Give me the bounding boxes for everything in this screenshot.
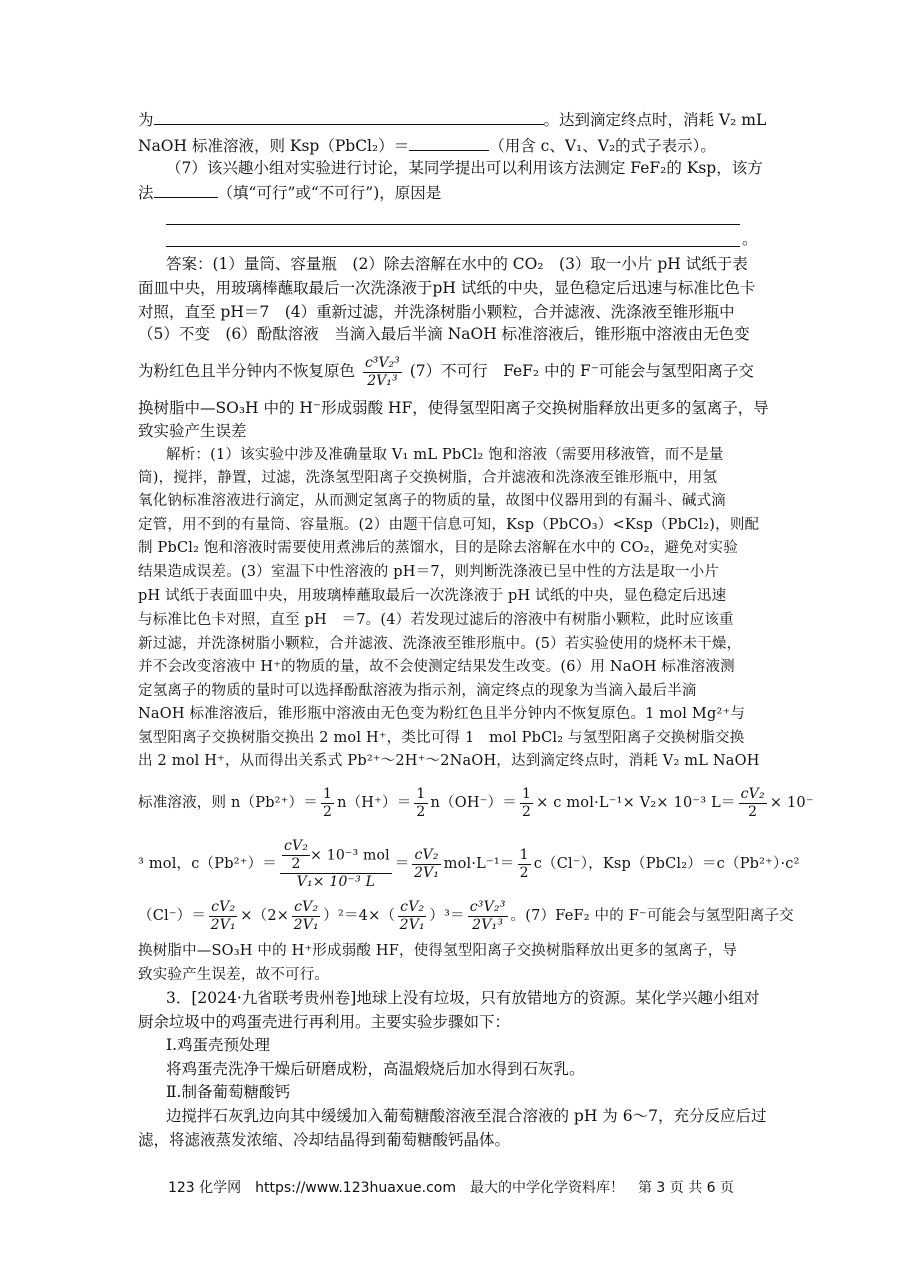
analysis-line: 出 2 mol H⁺，从而得出关系式 Pb²⁺～2H⁺～2NaOH，达到滴定终点时，消耗 V₂ mL NaOH [138,753,760,769]
denominator: 2 [322,803,333,820]
analysis-line: 定管，用不到的有量筒、容量瓶。(2）由题干信息可知，Ksp（PbCO₃）<Ksp（PbCl₂)，则配 [138,517,760,533]
text: 。(7）FeF₂ 中的 F⁻可能会与氢型阳离子交 [510,908,794,924]
answer-line: 换树脂中—SO₃H 中的 H⁻形成弱酸 HF，使得氢型阳离子交换树脂释放出更多的氢离子，导 [138,399,769,417]
fraction [321,786,334,821]
text: c（Cl⁻），Ksp（PbCl₂）＝c（Pb²⁺）·c² [533,856,800,872]
fraction [209,899,237,934]
denominator: 2V₁ [413,864,440,881]
question-line: 滤，将滤液蒸发浓缩、冷却结晶得到葡萄糖酸钙晶体。 [138,1131,511,1149]
fraction [468,899,508,934]
answer-rule [166,224,740,225]
text: 为粉红色且半分钟内不恢复原色 [138,362,356,380]
text: ）³＝ [429,908,465,924]
analysis-line [138,828,800,900]
analysis-line: 并不会改变溶液中 H⁺的物质的量，故不会使测定结果发生改变。(6）用 NaOH 标准溶液测 [138,659,735,675]
text: （用含 c、V₁、V₂的式子表示）。 [489,137,716,155]
text: n（OH⁻）＝ [430,795,517,811]
answer-rule [166,246,740,247]
denominator: 2 [291,855,301,872]
answer-line: 致实验产生误差 [138,422,247,440]
denominator: 2 [416,803,426,820]
text: mol·L⁻¹＝ [443,856,515,872]
numerator: cV₂ [414,846,439,863]
fraction [292,899,320,934]
page-footer: 123 化学网 https://www.123huaxue.com 最大的中学化学资料库！ 第 3 页 共 6 页 [167,1180,735,1196]
fraction [280,838,392,891]
answer-blank [154,108,544,125]
rule-end: 。 [742,230,758,248]
denominator: 2 [521,803,532,820]
question-line: （7）该兴趣小组对实验进行讨论，某同学提出可以利用该方法测定 FeF₂的 Ksp，该方 [166,159,763,177]
analysis-line [138,896,794,936]
analysis-line: 与标准比色卡对照，直至 pH ＝7。(4）若发现过滤后的溶液中有树脂小颗粒，此时应该重 [138,612,734,628]
analysis-line: 制 PbCl₂ 饱和溶液时需要使用煮沸后的蒸馏水，目的是除去溶解在水中的 CO₂，避免对实验 [138,540,738,556]
answer-line: （5）不变 (6）酚酞溶液 当滴入最后半滴 NaOH 标准溶液后，锥形瓶中溶液由无色变 [138,325,750,343]
numerator: cV₂ [740,785,765,802]
fraction [739,786,767,821]
numerator: c³V₂³ [469,898,506,915]
numerator: cV₂ [400,898,425,915]
text: (7）不可行 FeF₂ 中的 F⁻可能会与氢型阳离子交 [409,362,754,380]
numerator: 1 [322,785,333,802]
analysis-line [138,785,814,821]
fraction [282,838,310,873]
question-line [138,181,441,204]
numerator: cV₂ [294,898,319,915]
text: × 10⁻ [769,795,814,811]
question-line: 3．[2024·九省联考贵州卷]地球上没有垃圾，只有放错地方的资源。某化学兴趣小组对 [166,989,760,1007]
text: n（H⁺）＝ [337,795,412,811]
question-line: 将鸡蛋壳洗净干燥后研磨成粉，高温煅烧后加水得到石灰乳。 [166,1060,585,1078]
question-line [138,134,716,157]
answer-blank [409,134,489,151]
answer-line: 对照，直至 pH＝7 (4）重新过滤，并洗涤树脂小颗粒，合并滤液、洗涤液至锥形瓶中 [138,303,735,321]
answer-line [138,354,754,390]
text: ）²＝4×（ [323,908,396,924]
numerator: cV₂ [211,898,236,915]
text: ³ mol，c（Pb²⁺）＝ [138,856,277,872]
denominator: 2V₁³ [367,372,398,389]
fraction [414,786,427,821]
numerator: 1 [416,785,426,802]
numerator [280,838,392,874]
analysis-line: 新过滤，并洗涤树脂小颗粒，合并滤液、洗涤液至锥形瓶中。(5）若实验使用的烧杯未干燥， [138,636,742,652]
section-heading: Ⅰ.鸡蛋壳预处理 [166,1036,271,1054]
fraction [363,355,402,390]
answer-line: 面皿中央，用玻璃棒蘸取最后一次洗涤液于pH 试纸的中央，显色稳定后迅速与标准比色卡 [138,279,756,297]
text: 为 [138,111,154,129]
numerator: cV₂ [283,837,309,854]
text: （填“可行”或“不可行”)，原因是 [217,184,442,202]
denominator: 2V₁ [293,916,319,933]
text: 法 [138,184,154,202]
analysis-line: 氢型阳离子交换树脂交换出 2 mol H⁺，类比可得 1 mol PbCl₂ 与氢型阳离子交换树脂交换 [138,730,745,746]
denominator: V₁× 10⁻³ L [296,873,376,890]
text: 。达到滴定终点时，消耗 V₂ mL [543,111,767,129]
analysis-line: NaOH 标准溶液后，锥形瓶中溶液由无色变为粉红色且半分钟内不恢复原色。1 mol Mg²⁺与 [138,706,746,722]
answer-line: 答案：(1）量筒、容量瓶 (2）除去溶解在水中的 CO₂ (3）取一小片 pH 试纸于表 [166,255,748,273]
text: × c mol·L⁻¹× V₂× 10⁻³ L＝ [536,795,736,811]
question-line: 边搅拌石灰乳边向其中缓缓加入葡萄糖酸溶液至混合溶液的 pH 为 6～7，充分反应后过 [166,1107,767,1125]
answer-blank [154,181,218,198]
fraction [520,786,533,821]
question-line [138,108,766,131]
analysis-line: 筒)，搅拌，静置，过滤，洗涤氢型阳离子交换树脂，合并滤液和洗涤液至锥形瓶中，用氢 [138,470,718,486]
denominator: 2 [519,864,529,881]
text: ×（2× [240,908,290,924]
denominator: 2V₁ [399,916,425,933]
analysis-line: 致实验产生误差，故不可行。 [138,967,330,983]
text: × 10⁻³ mol [310,847,390,863]
analysis-line: 解析：(1）该实验中涉及准确量取 V₁ mL PbCl₂ 饱和溶液（需要用移液管，而不是量 [166,447,724,463]
analysis-line: pH 试纸于表面皿中央，用玻璃棒蘸取最后一次洗涤液于 pH 试纸的中央，显色稳定后迅速 [138,588,727,604]
numerator: 1 [521,785,532,802]
denominator: 2 [748,803,758,820]
section-heading: Ⅱ.制备葡萄糖酸钙 [166,1083,290,1101]
analysis-line: 氧化钠标准溶液进行滴定，从而测定氢离子的物质的量，故图中仪器用到的有漏斗、碱式滴 [138,493,726,509]
text: （Cl⁻）＝ [138,908,207,924]
analysis-line: 换树脂中—SO₃H 中的 H⁺形成弱酸 HF，使得氢型阳离子交换树脂释放出更多的氢离子，导 [138,943,738,959]
denominator: 2V₁³ [472,916,504,933]
fraction [412,847,440,882]
numerator: c³V₂³ [364,354,400,371]
text: NaOH 标准溶液，则 Ksp（PbCl₂）＝ [138,137,410,155]
analysis-line: 结果造成误差。(3）室温下中性溶液的 pH＝7，则判断洗涤液已呈中性的方法是取一小片 [138,564,720,580]
numerator: 1 [519,846,529,863]
text: ＝ [394,856,410,872]
text: 标准溶液，则 n（Pb²⁺）＝ [138,795,318,811]
denominator: 2V₁ [210,916,236,933]
analysis-line: 定氢离子的物质的量时可以选择酚酞溶液为指示剂，滴定终点的现象为当滴入最后半滴 [138,683,697,699]
question-line: 厨余垃圾中的鸡蛋壳进行再利用。主要实验步骤如下： [138,1013,511,1031]
fraction [398,899,426,934]
fraction [518,847,531,882]
